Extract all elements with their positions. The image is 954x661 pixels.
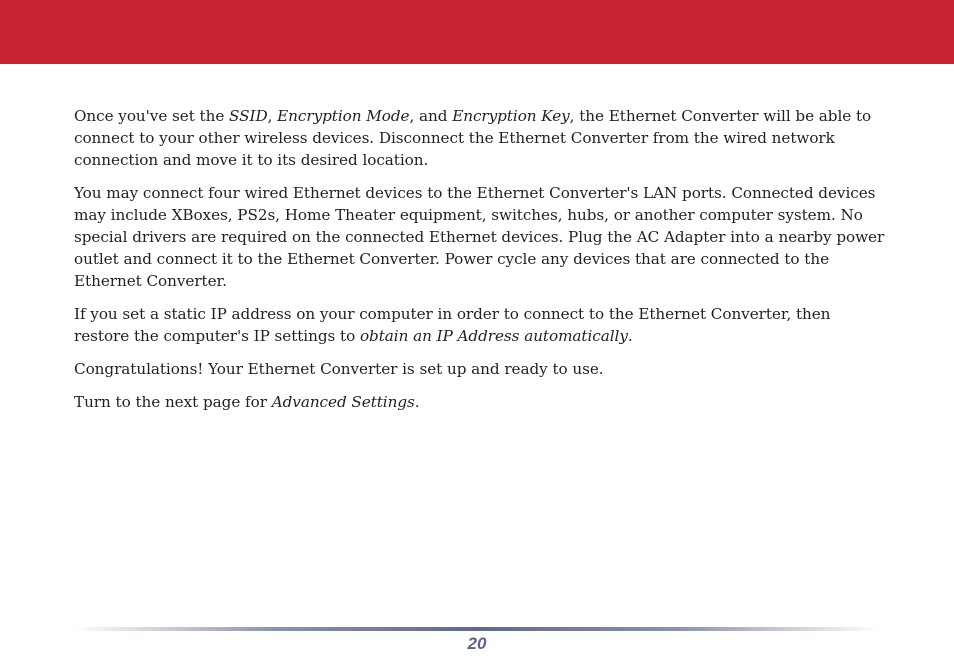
text-run: Once you've set the — [74, 107, 230, 125]
text-run: You may connect four wired Ethernet devices to the Ethernet Converter's LAN ports. Connected devices may include XBoxes, PS2s, Home Theater equipment, switches, hubs, or another computer system. No special drivers are required on the connected Ethernet devices. Plug the AC Adapter into a nearby power outlet and connect it to the Ethernet Converter. Power cycle any devices that are connected to the Ethernet Converter. — [74, 184, 885, 290]
term-ssid: SSID — [229, 107, 268, 125]
page-number: 20 — [467, 634, 487, 653]
text-run: Congratulations! Your Ethernet Converter is set up and ready to use. — [74, 360, 604, 378]
text-run: If you set a static IP address on your computer in order to connect to the Ethernet Converter, then restore the computer's IP settings to — [74, 305, 831, 345]
text-run: Turn to the next page for — [74, 393, 272, 411]
text-run: , the Ethernet Converter will be able to connect to your other wireless devices. Disconnect the Ethernet Converter from the wired network connection and move it to its desired location. — [74, 107, 872, 169]
term-obtain-ip-automatically: obtain an IP Address automatically — [359, 327, 628, 345]
paragraph-congratulations — [74, 358, 886, 380]
paragraph-wired-devices — [74, 182, 886, 292]
text-run: , — [267, 107, 278, 125]
term-advanced-settings: Advanced Settings — [271, 393, 415, 411]
text-run: . — [627, 327, 633, 345]
paragraph-ip-settings — [74, 303, 886, 347]
page-body — [74, 105, 886, 424]
text-run: , and — [409, 107, 453, 125]
header-bar — [0, 0, 954, 64]
term-encryption-key: Encryption Key — [452, 107, 570, 125]
term-encryption-mode: Encryption Mode — [277, 107, 410, 125]
paragraph-wireless-setup — [74, 105, 886, 171]
paragraph-next-page — [74, 391, 886, 413]
footer-divider — [74, 627, 880, 631]
text-run: . — [414, 393, 420, 411]
